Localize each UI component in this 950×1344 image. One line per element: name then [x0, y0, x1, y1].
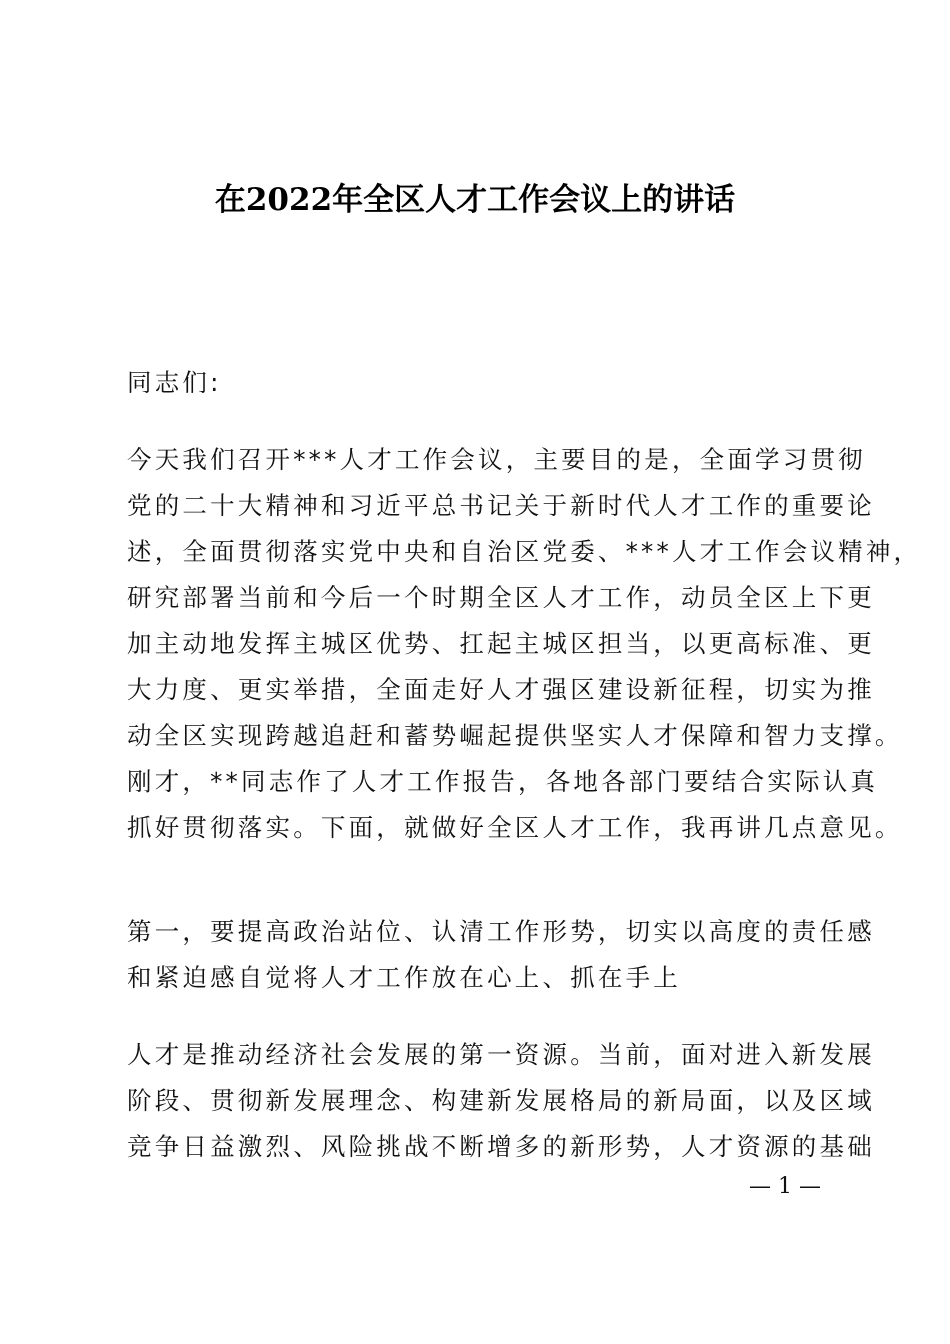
paragraph-line: 竞争日益激烈、风险挑战不断增多的新形势，人才资源的基础 [127, 1132, 875, 1161]
heading-line: 和紧迫感自觉将人才工作放在心上、抓在手上 [127, 963, 681, 992]
paragraph-line: 刚才，**同志作了人才工作报告，各地各部门要结合实际认真 [127, 767, 879, 796]
paragraph-line: 加主动地发挥主城区优势、扛起主城区担当，以更高标准、更 [127, 629, 875, 658]
paragraph-line: 今天我们召开***人才工作会议，主要目的是，全面学习贯彻 [127, 445, 866, 474]
heading-line: 第一，要提高政治站位、认清工作形势，切实以高度的责任感 [127, 917, 875, 946]
paragraph-line: 动全区实现跨越追赶和蓄势崛起提供坚实人才保障和智力支撑。 [127, 721, 903, 750]
salutation: 同志们: [127, 368, 222, 397]
document-title: 在2022年全区人才工作会议上的讲话 [214, 182, 736, 218]
page-number: — 1 — [749, 1174, 821, 1199]
paragraph-line: 研究部署当前和今后一个时期全区人才工作，动员全区上下更 [127, 583, 875, 612]
paragraph-line: 阶段、贯彻新发展理念、构建新发展格局的新局面，以及区域 [127, 1086, 875, 1115]
paragraph-line: 人才是推动经济社会发展的第一资源。当前，面对进入新发展 [127, 1040, 875, 1069]
paragraph-line: 述，全面贯彻落实党中央和自治区党委、***人才工作会议精神， [127, 537, 922, 566]
paragraph-line: 抓好贯彻落实。下面，就做好全区人才工作，我再讲几点意见。 [127, 813, 903, 842]
paragraph-line: 党的二十大精神和习近平总书记关于新时代人才工作的重要论 [127, 491, 875, 520]
paragraph-line: 大力度、更实举措，全面走好人才强区建设新征程，切实为推 [127, 675, 875, 704]
